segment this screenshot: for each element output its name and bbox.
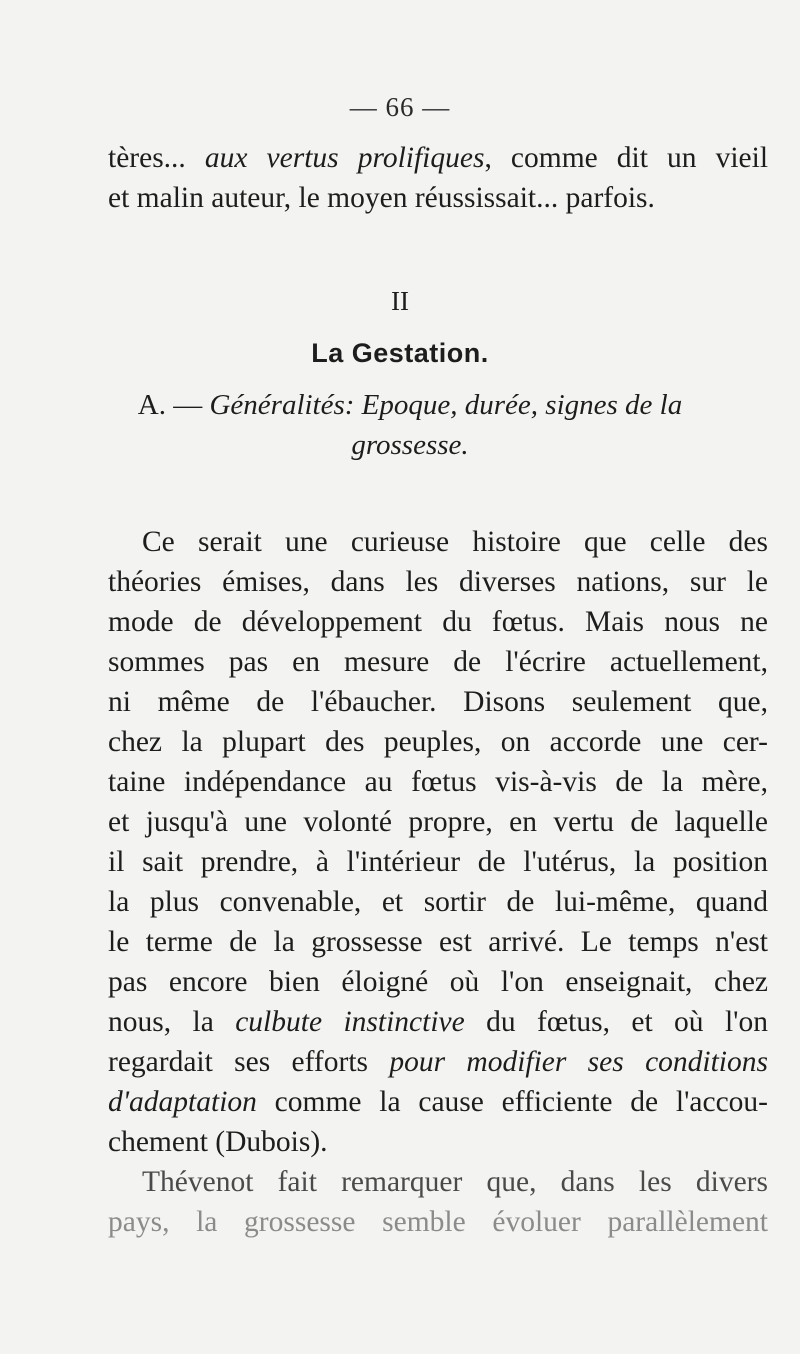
text-run: taine indépendance au fœtus vis-à-vis de la mère, <box>108 766 768 798</box>
body-paragraph <box>108 522 768 1162</box>
intro-paragraph <box>108 138 768 218</box>
body-line <box>108 562 768 602</box>
text-run: chez la plupart des peuples, on accorde une cer- <box>108 726 768 758</box>
body-line <box>108 842 768 882</box>
text-run: théories émises, dans les diverses nations, sur le <box>108 566 768 598</box>
intro-line-1: tères... aux vertus prolifiques, comme dit un vieil <box>108 142 769 174</box>
text-run: comme la cause efficiente de l'accou- <box>256 1086 768 1118</box>
body-line <box>108 1082 768 1122</box>
body-line <box>108 642 768 682</box>
final-paragraph <box>108 1162 768 1242</box>
body-line <box>108 802 768 842</box>
section-title: La Gestation. <box>311 338 489 368</box>
text-run: ni même de l'ébaucher. Disons seulement que, <box>108 686 768 718</box>
body-line <box>108 1002 768 1042</box>
page-number: — 66 — <box>349 92 451 122</box>
body-line <box>108 1042 768 1082</box>
text-run: nous, la <box>108 1006 236 1038</box>
body-line <box>108 682 768 722</box>
text-run: du fœtus, et où l'on <box>464 1006 768 1038</box>
subsection-heading <box>100 385 720 465</box>
text-run: sommes pas en mesure de l'écrire actuellement, <box>108 646 768 678</box>
text-run: et jusqu'à une volonté propre, en vertu de laquelle <box>108 806 768 838</box>
body-line <box>108 602 768 642</box>
body-line <box>108 922 768 962</box>
intro-line-2: et malin auteur, le moyen réussissait... parfois. <box>108 182 655 214</box>
subsection-line-2: grossesse. <box>351 429 469 461</box>
italic-phrase: culbute instinctive <box>235 1006 465 1038</box>
subsection-title-1: Généralités: Epoque, durée, signes de la <box>209 389 683 421</box>
final-line-2: pays, la grossesse semble évoluer parallèlement <box>108 1206 768 1238</box>
body-line <box>108 722 768 762</box>
text-run: mode de développement du fœtus. Mais nous ne <box>108 606 768 638</box>
text-run: le terme de la grossesse est arrivé. Le temps n'est <box>108 926 768 958</box>
italic-phrase: d'adaptation <box>108 1086 257 1118</box>
text-run: regardait ses efforts <box>108 1046 390 1078</box>
text-run: il sait prendre, à l'intérieur de l'utérus, la position <box>108 846 768 878</box>
text-run: pas encore bien éloigné où l'on enseignait, chez <box>108 966 768 998</box>
body-line <box>108 962 768 1002</box>
body-line <box>108 762 768 802</box>
body-line <box>108 1122 768 1162</box>
body-line <box>108 522 768 562</box>
body-line <box>108 882 768 922</box>
final-line-1: Thévenot fait remarquer que, dans les divers <box>142 1166 768 1198</box>
subsection-letter: A. — <box>137 389 210 421</box>
text-run: Ce serait une curieuse histoire que celle des <box>142 526 768 558</box>
text-run: chement (Dubois). <box>108 1126 328 1158</box>
text-run: la plus convenable, et sortir de lui-même, quand <box>108 886 768 918</box>
italic-phrase: pour modifier ses conditions <box>389 1046 768 1078</box>
subsection-line-1 <box>100 385 720 425</box>
section-number: II <box>391 286 409 316</box>
